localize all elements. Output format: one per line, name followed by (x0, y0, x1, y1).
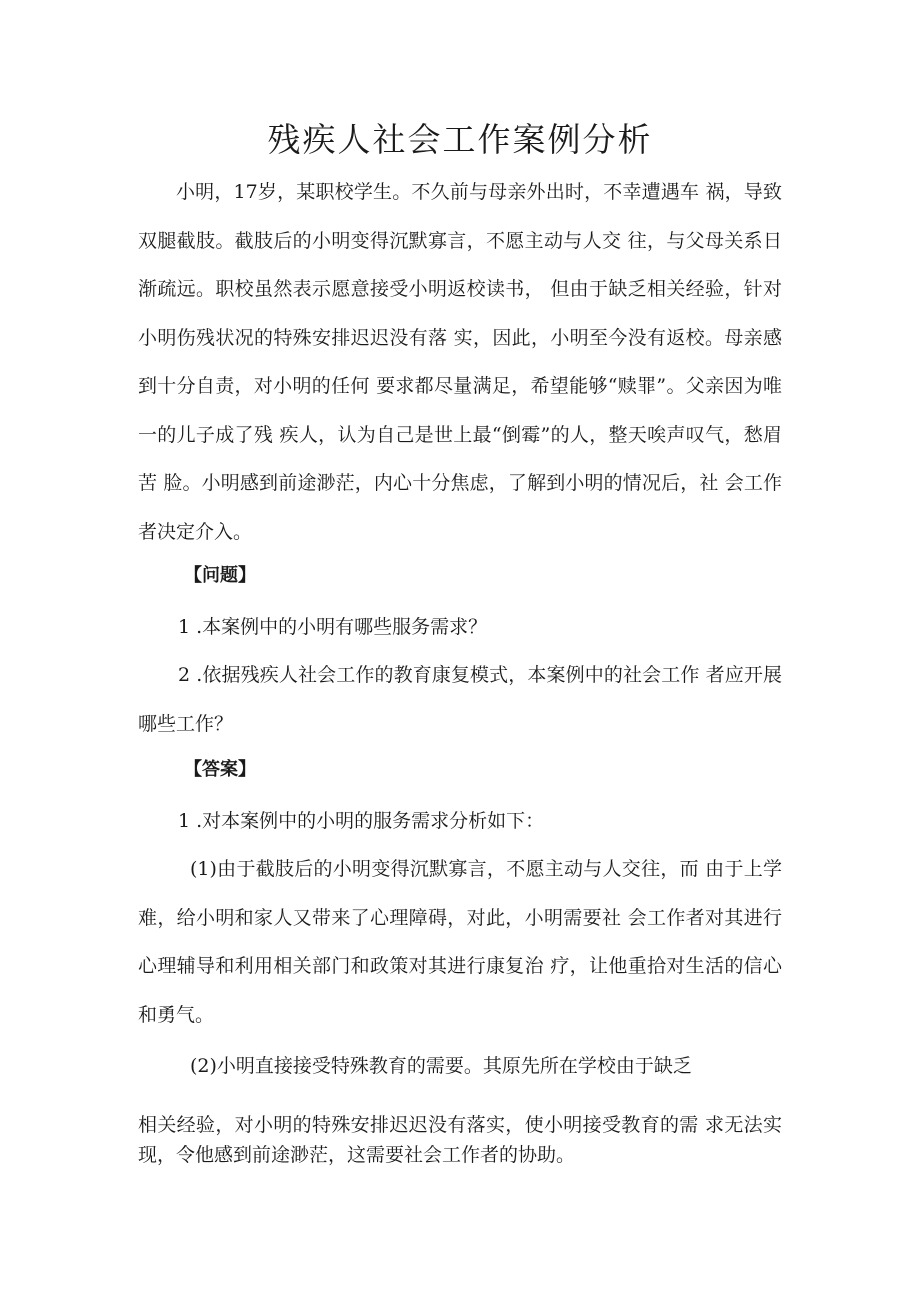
document-title: 残疾人社会工作案例分析 (267, 120, 653, 159)
answer-1-intro: 1 .对本案例中的小明的服务需求分析如下： (178, 810, 545, 832)
question-1: 1 .本案例中的小明有哪些服务需求？ (178, 616, 488, 638)
answer-heading: 【答案】 (184, 759, 256, 780)
answer-1-point-2-rest: 相关经验，对小明的特殊安排迟迟没有落实，使小明接受教育的需 求无法实现，令他感到前途渺茫，这需要社会工作者的协助。 (138, 1114, 782, 1166)
answer-1-point-2-first-line: (2)小明直接接受特殊教育的需要。其原先所在学校由于缺乏 (190, 1055, 692, 1077)
questions-heading: 【问题】 (184, 565, 256, 586)
case-description-paragraph: 小明，17岁，某职校学生。不久前与母亲外出时，不幸遭遇车 祸，导致双腿截肢。截肢后的小明变得沉默寡言，不愿主动与人交 往，与父母关系日渐疏远。职校虽然表示愿意接受小明返校读书， 但由于缺乏相关经验，针对小明伤残状况的特殊安排迟迟没有落 实，因此，小明至今没有返校。母亲感到十分自责，对小明的任何 要求都尽量满足，希望能够“赎罪”。父亲因为唯一的儿子成了残 疾人，认为自己是世上最“倒霉”的人，整天唉声叹气，愁眉苦 脸。小明感到前途渺茫，内心十分焦虑，了解到小明的情况后，社 会工作者决定介入。 (138, 181, 782, 543)
answer-1-point-1: (1)由于截肢后的小明变得沉默寡言，不愿主动与人交往，而 由于上学难，给小明和家人又带来了心理障碍，对此，小明需要社 会工作者对其进行心理辅导和利用相关部门和政策对其进行康复治 疗，让他重拾对生活的信心和勇气。 (138, 858, 782, 1026)
question-2: 2 .依据残疾人社会工作的教育康复模式，本案例中的社会工作 者应开展哪些工作？ (138, 664, 782, 735)
